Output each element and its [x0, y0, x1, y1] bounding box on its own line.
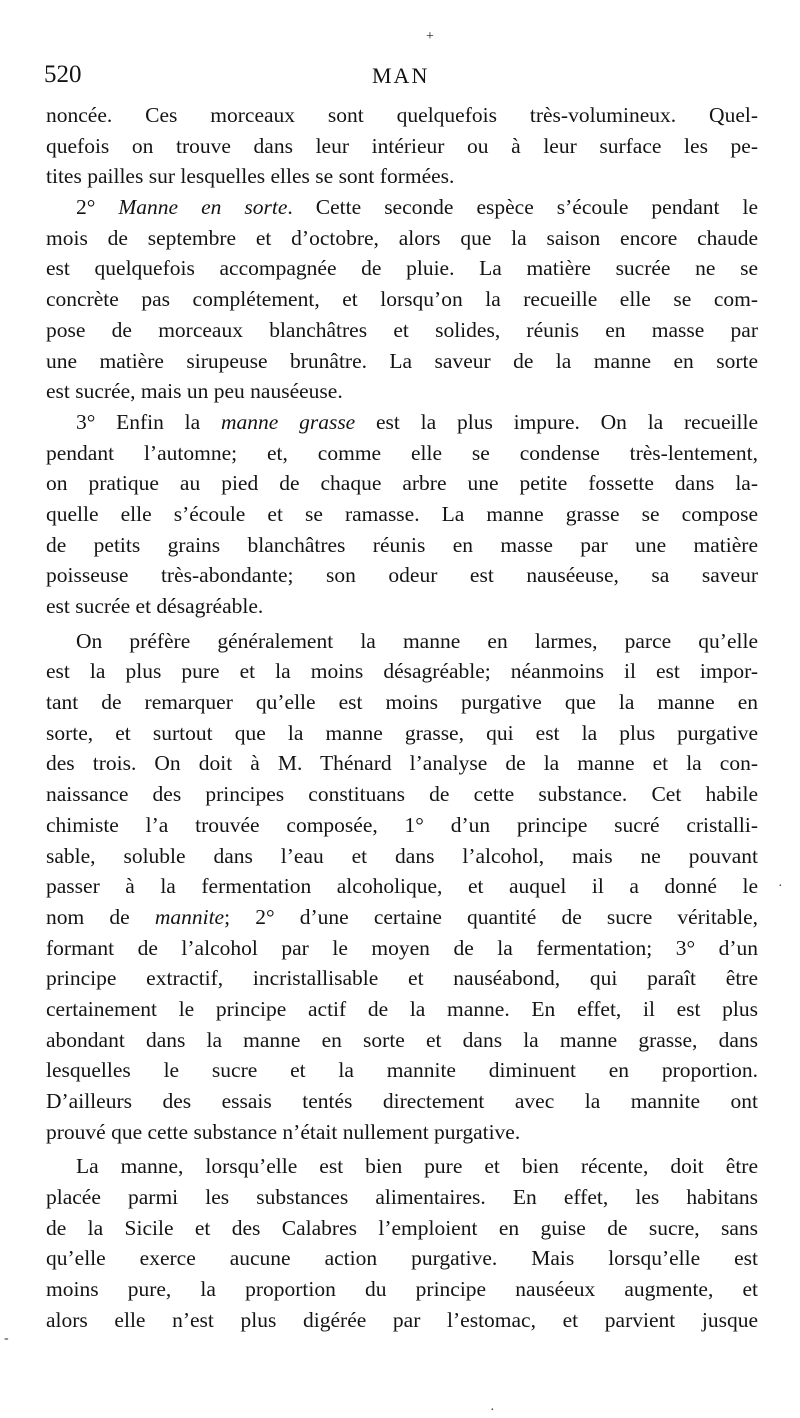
italic-term: mannite	[154, 904, 225, 929]
text-line: qu’elle exerce aucune action purgative. Mais lorsqu’elle est	[46, 1246, 758, 1271]
text-line: moins pure, la proportion du principe nauséeux augmente, et	[46, 1277, 758, 1302]
text-line: nom de mannite; 2° d’une certaine quantité de sucre véritable,	[46, 904, 758, 929]
text-line: concrète pas complétement, et lorsqu’on la recueille elle se com-	[46, 287, 758, 312]
text-line: pendant l’automne; et, comme elle se condense très-lentement,	[46, 440, 758, 465]
italic-term: Manne en sorte	[118, 195, 288, 220]
text-line: placée parmi les substances alimentaires. En effet, les habitans	[46, 1185, 758, 1210]
body-text	[46, 100, 758, 1336]
text-line: tant de remarquer qu’elle est moins purgative que la manne en	[46, 690, 758, 715]
text-line: prouvé que cette substance n’était nullement purgative.	[46, 1119, 521, 1144]
text-line: 2° Manne en sorte. Cette seconde espèce s’écoule pendant le	[76, 195, 758, 220]
text-line: naissance des principes constituans de cette substance. Cet habile	[46, 782, 758, 807]
text-line: mois de septembre et d’octobre, alors que la saison encore chaude	[46, 225, 758, 250]
text-line: est sucrée et désagréable.	[46, 594, 264, 618]
text-line: est quelquefois accompagnée de pluie. La matière sucrée ne se	[46, 256, 758, 281]
text-line: D’ailleurs des essais tentés directement avec la mannite ont	[46, 1089, 758, 1113]
text-line: on pratique au pied de chaque arbre une petite fossette dans la-	[46, 471, 758, 496]
text-line: 3° Enfin la manne grasse est la plus impure. On la recueille	[76, 409, 759, 434]
text-line: alors elle n’est plus digérée par l’estomac, et parvient jusque	[46, 1307, 758, 1332]
text-line: pose de morceaux blanchâtres et solides, réunis en masse par	[46, 317, 758, 342]
text-line: formant de l’alcohol par le moyen de la fermentation; 3° d’un	[46, 935, 758, 960]
margin-mark: ·	[778, 879, 783, 894]
text-line: est la plus pure et la moins désagréable; néanmoins il est impor-	[46, 659, 758, 684]
text-line: quelle elle s’écoule et se ramasse. La manne grasse se compose	[46, 501, 758, 526]
text-line: tites pailles sur lesquelles elles se sont formées.	[46, 164, 455, 189]
text-line: une matière sirupeuse brunâtre. La saveur de la manne en sorte	[46, 348, 758, 373]
text-line: de la Sicile et des Calabres l’emploient en guise de sucre, sans	[46, 1215, 758, 1240]
text-line: certainement le principe actif de la manne. En effet, il est plus	[46, 996, 758, 1021]
text-line: de petits grains blanchâtres réunis en masse par une matière	[46, 532, 758, 557]
text-line: chimiste l’a trouvée composée, 1° d’un principe sucré cristalli-	[46, 812, 758, 837]
text-line: La manne, lorsqu’elle est bien pure et bien récente, doit être	[76, 1154, 758, 1179]
margin-mark: ·	[490, 1403, 495, 1418]
text-line: lesquelles le sucre et la mannite diminuent en proportion.	[46, 1058, 758, 1083]
text-line: On préfère généralement la manne en larmes, parce qu’elle	[76, 628, 758, 653]
text-line: noncée. Ces morceaux sont quelquefois très-volumineux. Quel-	[46, 103, 758, 127]
text-line: principe extractif, incristallisable et nauséabond, qui paraît être	[46, 966, 758, 991]
text-line: sable, soluble dans l’eau et dans l’alcohol, mais ne pouvant	[46, 843, 758, 868]
text-line: est sucrée, mais un peu nauséeuse.	[46, 379, 343, 404]
italic-term: manne grasse	[220, 409, 356, 434]
margin-mark: -	[4, 1331, 9, 1346]
text-line: des trois. On doit à M. Thénard l’analyse de la manne et la con-	[46, 751, 758, 776]
running-head: MAN	[372, 63, 430, 88]
text-line: poisseuse très-abondante; son odeur est nauséeuse, sa saveur	[46, 563, 758, 588]
text-line: abondant dans la manne en sorte et dans la manne grasse, dans	[46, 1027, 758, 1052]
page-number: 520	[44, 61, 82, 88]
text-line: quefois on trouve dans leur intérieur ou à leur surface les pe-	[46, 133, 758, 158]
text-line: passer à la fermentation alcoholique, et auquel il a donné le	[46, 874, 758, 899]
top-mark: +	[426, 29, 434, 44]
text-line: sorte, et surtout que la manne grasse, qui est la plus purgative	[46, 720, 758, 745]
